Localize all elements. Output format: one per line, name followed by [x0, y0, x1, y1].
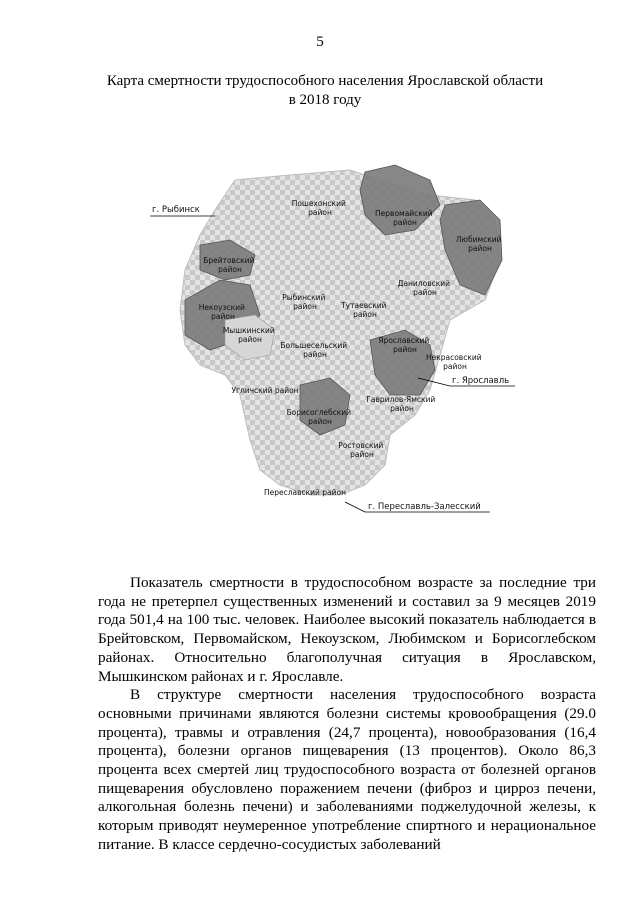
label-breytovsky: Брейтовский район [203, 256, 255, 274]
label-lyubimsky: Любимский район [456, 235, 502, 253]
label-borisoglebsky: Борисоглебский район [286, 408, 352, 426]
label-myshkinsky: Мышкинский район [222, 326, 275, 344]
title-line-2: в 2018 году [288, 92, 362, 108]
label-poshekhonsky: Пошехонский район [291, 199, 346, 217]
label-pereslavsky: Переславский район [263, 488, 347, 497]
label-rybinsky: Рыбинский район [282, 293, 326, 311]
label-tutaevsky: Тутаевский район [341, 301, 387, 319]
paragraph-1: Показатель смертности в трудоспособном возрасте за последние три года не претерпел существенных изменений и составил за 9 месяцев 2019 года 501,4 на 100 тыс. человек. Наиболее высокий показатель наблюдается в Брейтовском, Первомайском, Некоузском, Любимском и Борисоглебском районах. Относительно благополучная ситуация в Ярославском, Мышкинском районах и г. Ярославле. [98, 574, 596, 685]
label-yaroslavsky: Ярославский район [378, 336, 430, 354]
paragraph-2: В структуре смертности населения трудоспособного возраста основными причинами являются болезни системы кровообращения (29.0 процента), травмы и отравления (24,7 процента), новообразования (16,4 процента), болезни органов пищеварения (13 процентов). Около 86,3 процента всех смертей лиц трудоспособного возраста от болезней органов пищеварения обусловлено поражением печени (фиброз и цирроз печени, алкогольная болезнь печени) и заболеваниями поджелудочной железы, к которым приводят неумеренное употребление спиртного и нерациональное питание. В классе сердечно-сосудистых заболеваний [98, 686, 596, 853]
label-pervomaysky: Первомайский район [375, 209, 433, 227]
district-mortality-map [140, 150, 520, 530]
label-nekrasovsky: Некрасовский район [425, 353, 482, 371]
body-text [98, 574, 596, 855]
page-number: 5 [316, 34, 324, 50]
label-pereslavl: г. Переславль-Залесский [368, 502, 481, 512]
title-line-1: Карта смертности трудоспособного населения Ярославской области [106, 73, 544, 89]
label-rybinsk: г. Рыбинск [152, 205, 200, 215]
label-yaroslavl: г. Ярославль [452, 376, 510, 386]
page-title [90, 72, 560, 110]
label-uglichsky: Угличский район [231, 386, 299, 395]
label-danilovsky: Даниловский район [397, 279, 451, 297]
label-rostovsky: Ростовский район [338, 441, 384, 459]
label-nekouzsky: Некоузский район [198, 303, 245, 321]
label-gavrilov-yamsky: Гаврилов-Ямский район [366, 395, 436, 413]
label-bolsheselsky: Большесельский район [280, 341, 348, 359]
